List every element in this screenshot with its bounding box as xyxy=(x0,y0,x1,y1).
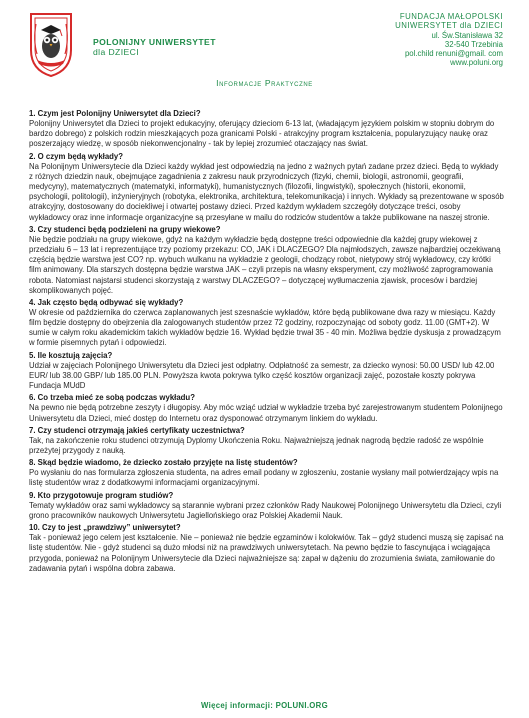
foundation-website[interactable]: www.poluni.org xyxy=(450,58,503,68)
faq-list xyxy=(29,109,504,576)
footer-more-info[interactable]: Więcej informacji: POLUNI.ORG xyxy=(201,701,328,710)
faq-answer: Polonijny Uniwersytet dla Dzieci to projekt edukacyjny, oferujący dzieciom 6-13 lat, (władającym językiem polskim w stopniu dobrym do bardzo dobrego) z polskich rodzin mieszkających poza granicami Polski - atrakcyjny program kształcenia, popularyzujący naukę oraz poszerzający wiedzę, w sposób niekonwencjonalny - tak by lepiej zrozumieć otaczający nas świat. xyxy=(29,119,495,149)
faq-question: 10. Czy to jest „prawdziwy” uniwersytet? xyxy=(29,523,181,533)
faq-item-6 xyxy=(29,393,504,423)
faq-question: 3. Czy studenci będą podzieleni na grupy wiekowe? xyxy=(29,224,221,234)
section-title: Informacje Praktyczne xyxy=(216,78,313,88)
faq-item-4 xyxy=(29,298,504,349)
faq-answer: W okresie od października do czerwca zaplanowanych jest szesnaście wykładów, które będą publikowane dwa razy w miesiącu. Każdy film będzie dostępny do obejrzenia dla zalogowanych studentów przez 72 godziny, rozpoczynając od soboty godz. 11.00 (GMT+2). W sumie w całym roku akademickim takich wykładów będzie 16. Wykład będzie trwał 35 - 40 min. Możliwa będzie dyskusja z prowadzącym w formie pisemnych pytań i odpowiedzi. xyxy=(29,307,501,348)
organization-name-line2: dla DZIECI xyxy=(93,47,140,57)
faq-answer: Na pewno nie będą potrzebne zeszyty i długopisy. Aby móc wziąć udział w wykładzie trzeba być zarejestrowanym studentem Polonijnego Uniwersytetu dla Dzieci, mieć dostęp do Internetu oraz dysponować otrzymanym linkiem do wykładu. xyxy=(29,403,503,423)
faq-item-3 xyxy=(29,225,504,296)
university-logo xyxy=(27,10,75,78)
foundation-email[interactable]: pol.child renuni@gmail. com xyxy=(404,49,503,59)
foundation-name-line1: FUNDACJA MAŁOPOLSKI xyxy=(399,12,503,21)
faq-question: 5. Ile kosztują zajęcia? xyxy=(29,350,113,360)
faq-answer: Tak, na zakończenie roku studenci otrzymują Dyplomy Ukończenia Roku. Najważniejszą jednak nagrodą będzie radość ze wspólnie przeżytej przygody z nauką. xyxy=(29,435,484,455)
foundation-address xyxy=(395,12,503,68)
foundation-street: ul. Św.Stanisława 32 xyxy=(431,30,503,40)
faq-item-5 xyxy=(29,351,504,392)
faq-answer: Udział w zajęciach Polonijnego Uniwersytetu dla Dzieci jest odpłatny. Odpłatność za semestr, za dziecko wynosi: 50.00 USD/ lub 42.00 EUR/ lub 38.00 GBP/ lub 185.00 PLN. Powyższa kwota pokrywa tylko część kosztów organizacji zajęć, pozostałe koszty pokrywa Fundacja MUdD xyxy=(29,360,495,391)
organization-name xyxy=(93,37,216,57)
faq-question: 2. O czym będą wykłady? xyxy=(29,151,124,161)
faq-answer: Tak - ponieważ jego celem jest kształcenie. Nie – ponieważ nie będzie egzaminów i kolokwiów. Tak – gdyż studenci muszą się zapisać na listę studentów. Nie - gdyż studenci są dużo młodsi niż na prawdziwych uniwersytetach. Na pewno będzie to fascynująca i wciągająca przygoda, ponieważ na Polonijnym Uniwersytecie dla Dzieci najważniejsze są: zapał w dążeniu do zrozumienia świata, zamiłowanie do zadawania pytań i wspólna dobra zabawa. xyxy=(29,533,504,573)
faq-item-9 xyxy=(29,491,504,521)
faq-question: 1. Czym jest Polonijny Uniwersytet dla Dzieci? xyxy=(29,109,201,118)
faq-item-10 xyxy=(29,523,504,574)
faq-item-8 xyxy=(29,458,504,488)
faq-item-7 xyxy=(29,426,504,456)
faq-answer: Tematy wykładów oraz sami wykładowcy są starannie wybrani przez członków Rady Naukowej Polonijnego Uniwersytetu dla Dzieci, czyli grono pracowników naukowych Uniwersytetu Jagiellońskiego oraz Polskiej Akademii Nauk. xyxy=(29,500,502,520)
faq-item-1 xyxy=(29,109,504,150)
faq-answer: Po wysłaniu do nas formularza zgłoszenia studenta, na adres email podany w zgłoszeniu, zostanie wysłany mail potwierdzający wpis na listę studentów wraz z dodatkowymi informacjami organizacyjnymi. xyxy=(29,468,499,488)
organization-name-line1: POLONIJNY UNIWERSYTET xyxy=(93,37,216,47)
faq-question: 9. Kto przygotowuje program studiów? xyxy=(29,490,174,500)
faq-question: 4. Jak często będą odbywać się wykłady? xyxy=(29,297,184,307)
faq-question: 6. Co trzeba mieć ze sobą podczas wykładu? xyxy=(29,393,195,403)
foundation-city: 32-540 Trzebinia xyxy=(444,39,503,49)
faq-answer: Na Polonijnym Uniwersytecie dla Dzieci każdy wykład jest odpowiedzią na jedno z ważnych pytań zadane przez dzieci. Będą to wykłady z różnych dziedzin nauk, obejmujące zagadnienia z zakresu nauk przyrodniczych (fizyki, chemii, biologii, astronomii, geografii, medycyny), matematycznych (matematyki, informatyki), humanistycznych (filozofii, lingwistyki), społecznych (historii, ekonomii, psychologii, politologii), inżynieryjnych (robotyka, elektronika, architektura, telekomunikacja) i innych. Wykłady są prezentowane w sposób atrakcyjny, dostosowany do dociekliwej i otwartej postawy dzieci. Przed każdym wykładem szczegóły dotyczące treści, osoby wykładowcy oraz inne informacje organizacyjne są przesyłane w mailu do rodziców studentów a także publikowane na naszej stronie. xyxy=(29,161,504,222)
foundation-name-line2: UNIWERSYTET dla DZIECI xyxy=(395,21,503,31)
page-header xyxy=(0,0,529,90)
faq-answer: Nie będzie podziału na grupy wiekowe, gdyż na każdym wykładzie będą dostępne treści odpowiednie dla każdej grupy wiekowej z przedziału 6 – 13 lat i reprezentujące trzy poziomy przekazu: CO, JAK i DLACZEGO? Dla najmłodszych, zawsze najbardziej oczekiwaną częścią będzie warstwa jest CO? np. wybuch wulkanu na wykładzie z geologii, chodzący robot, nietypowy strój wykładowcy, czy krótki film animowany. Dla starszych dostępna będzie warstwa JAK – czyli przepis na własny eksperyment, czy możliwość zaprogramowania robota. Natomiast najstarsi studenci skorzystają z warstwy DLACZEGO? – dotyczącej wytłumaczenia zjawisk, procesów i bardziej skomplikowanych pojęć. xyxy=(29,234,501,295)
faq-question: 7. Czy studenci otrzymają jakieś certyfikaty uczestnictwa? xyxy=(29,425,245,435)
faq-item-2 xyxy=(29,152,504,223)
faq-question: 8. Skąd będzie wiadomo, że dziecko zostało przyjęte na listę studentów? xyxy=(29,458,298,468)
